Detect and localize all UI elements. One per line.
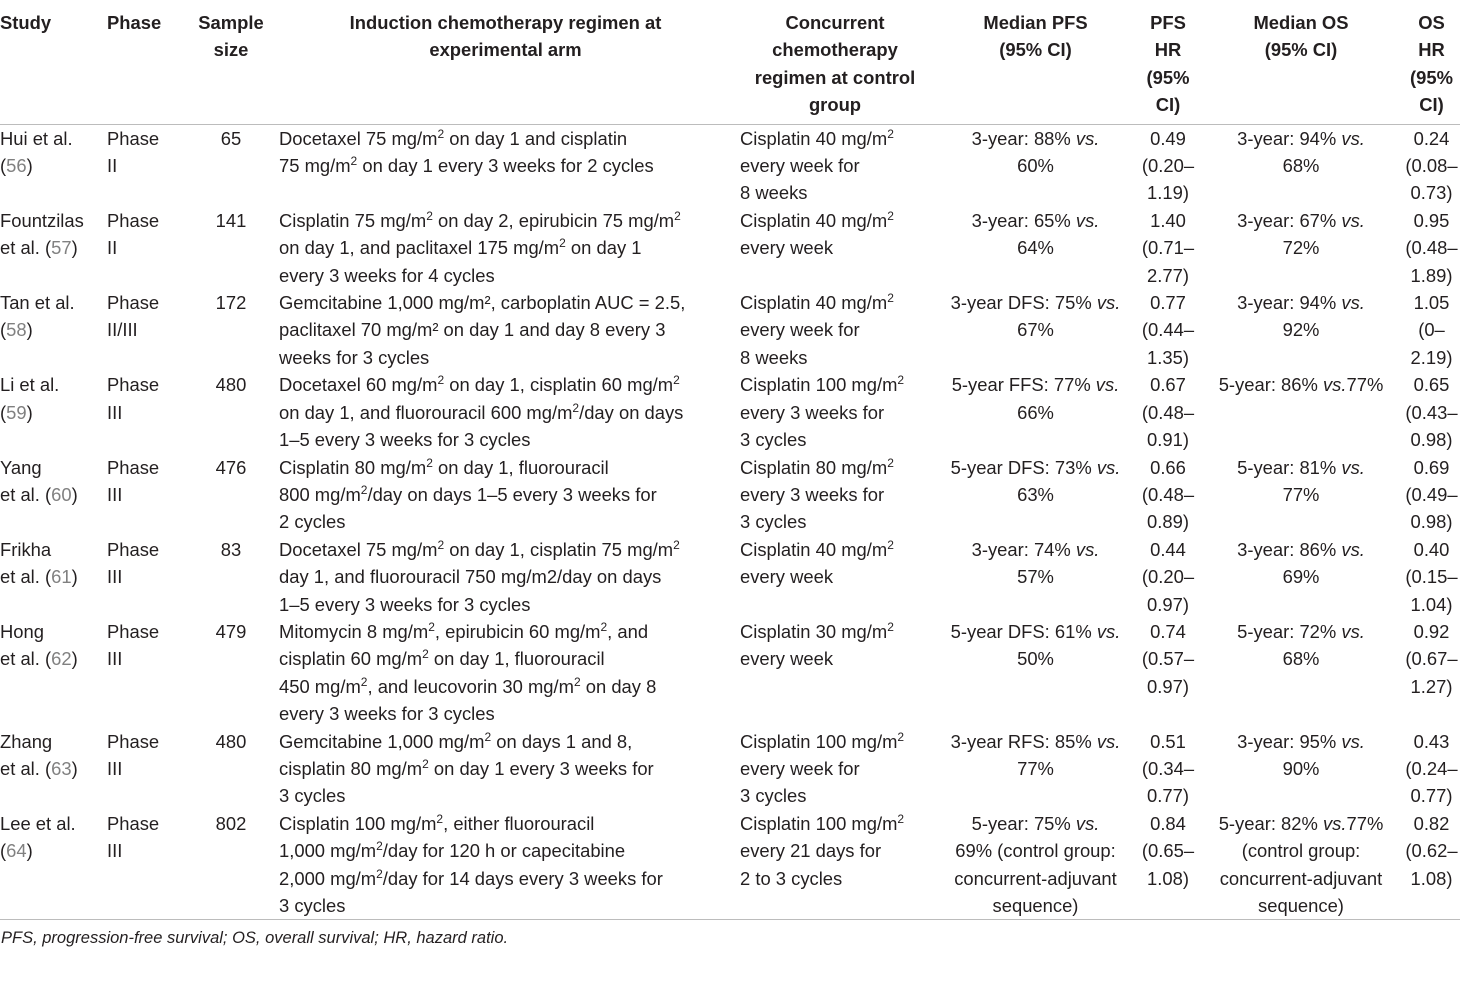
cell-phase: Phase III [107,810,187,920]
cell-pfs-hr: 1.40 (0.71– 2.77) [1141,209,1195,286]
cell-sample-size: 802 [187,810,275,920]
cell-phase: Phase III [107,730,160,779]
cell-phase: Phase III [107,374,160,423]
cell-concurrent-regimen: Cisplatin 30 $mg/m^2$ every week [740,619,894,670]
cell-study: Yang et al. (60) [0,456,78,505]
cell-median-os: 3-year: 94% vs. 92% [1237,292,1365,341]
cell-median-pfs: 3-year: 74% vs. 57% [971,538,1100,588]
cell-sample-size: 83 [220,538,242,560]
cell-sample-size: 476 [215,456,247,478]
cell-phase: Phase III [107,456,160,505]
cell-os-hr: 0.92 (0.67– 1.27) [1405,620,1458,697]
cell-median-os: 5-year: 82% vs.77% (control group: concurrent-adjuvant sequence) [1199,810,1403,920]
cell-os-hr: 0.82 (0.62– 1.08) [1403,810,1460,920]
cell-phase: Phase II [107,209,160,259]
cell-induction-regimen: Cisplatin 75 $mg/m^2$ on day 2, epirubicin 75 $mg/m^2$ on day 1, and paclitaxel 175 $mg/m^2$ on day 1 every 3 weeks for 4 cycles [279,208,681,286]
cell-concurrent-regimen: Cisplatin 40 $mg/m^2$ every week for 8 weeks [740,291,894,368]
cell-sample-size: 65 [220,127,242,149]
cell-pfs-hr: 0.74 (0.57– 0.97) [1141,620,1195,697]
cell-os-hr: 0.65 (0.43– 0.98) [1405,374,1458,451]
cell-pfs-hr: 0.67 (0.48– 0.91) [1141,374,1195,451]
cell-study: Hui et al. (56) [0,127,73,177]
cell-study: Li et al. (59) [0,374,60,423]
cell-study: Hong et al. (62) [0,620,78,670]
cell-study: Frikha et al. (61) [0,538,78,588]
cell-median-pfs: 5-year: 75% vs. 69% (control group: concurrent-adjuvant sequence) [934,810,1137,920]
cell-median-pfs: 3-year RFS: 85% vs. 77% [950,730,1121,779]
table-row [0,124,1460,207]
cell-induction-regimen: Cisplatin 100 $mg/m^2$, either fluorouracil 1,000 $mg/m^2$/day for 120 h or capecitabine 2,000 $mg/m^2$/day for 14 days every 3 weeks for 3 cycles [275,810,736,920]
header-phase: Phase [107,0,187,124]
cell-study: Zhang et al. (63) [0,730,78,779]
table-row [0,536,1460,618]
cell-phase: Phase III [107,538,160,588]
cell-concurrent-regimen: Cisplatin 40 $mg/m^2$ every week for 8 weeks [740,126,894,204]
cell-os-hr: 0.69 (0.49– 0.98) [1405,456,1458,533]
cell-median-pfs: 3-year: 65% vs. 64% [971,209,1100,259]
cell-induction-regimen: Gemcitabine 1,000 $mg/m^2$ on days 1 and 8, cisplatin 80 $mg/m^2$ on day 1 every 3 weeks for 3 cycles [279,729,654,807]
header-os: Median OS (95% CI) [1199,0,1403,124]
cell-pfs-hr: 0.77 (0.44– 1.35) [1141,292,1195,368]
cell-sample-size: 141 [215,209,247,231]
cell-study: Tan et al. (58) [0,292,75,341]
cell-median-os: 5-year: 86% vs.77% [1218,374,1384,396]
cell-phase: Phase III [107,620,160,670]
cell-median-pfs: 3-year: 88% vs. 60% [971,127,1100,177]
cell-median-pfs: 5-year DFS: 73% vs. 63% [950,456,1121,505]
cell-median-pfs: 5-year FFS: 77% vs. 66% [951,374,1120,423]
cell-study: Fountzilas et al. (57) [0,209,84,259]
cell-study: Lee et al. (64) [0,810,107,920]
cell-os-hr: 0.43 (0.24– 0.77) [1405,730,1458,807]
cell-sample-size: 480 [215,374,247,396]
cell-median-os: 5-year: 81% vs. 77% [1237,456,1365,505]
cell-os-hr: 0.40 (0.15– 1.04) [1405,538,1458,615]
cell-pfs-hr: 0.44 (0.20– 0.97) [1141,538,1195,615]
cell-pfs-hr: 0.84 (0.65– 1.08) [1137,810,1199,920]
cell-median-os: 3-year: 86% vs. 69% [1237,538,1365,588]
table-row [0,728,1460,810]
cell-median-pfs: 3-year DFS: 75% vs. 67% [950,292,1121,341]
cell-os-hr: 0.24 (0.08– 0.73) [1405,127,1458,204]
header-concurrent: Concurrent chemotherapy regimen at control group [736,0,934,124]
header-induction: Induction chemotherapy regimen at experimental arm [275,0,736,124]
cell-median-pfs: 5-year DFS: 61% vs. 50% [950,620,1121,670]
cell-induction-regimen: Docetaxel 60 $mg/m^2$ on day 1, cisplatin 60 $mg/m^2$ on day 1, and fluorouracil 600 $mg/m^2$/day on days 1–5 every 3 weeks for 3 cycles [279,373,684,451]
cell-concurrent-regimen: Cisplatin 40 $mg/m^2$ every week [740,537,894,588]
cell-median-os: 3-year: 94% vs. 68% [1237,127,1365,177]
table-row [0,371,1460,453]
table-row [0,289,1460,371]
header-pfs: Median PFS (95% CI) [934,0,1137,124]
cell-pfs-hr: 0.66 (0.48– 0.89) [1141,456,1195,533]
footnote: PFS, progression-free survival; OS, overall survival; HR, hazard ratio. [1,929,509,948]
cell-induction-regimen: Docetaxel 75 $mg/m^2$ on day 1 and cisplatin 75 $mg/m^2$ on day 1 every 3 weeks for 2 cycles [279,126,654,177]
cell-phase: Phase II/III [107,292,160,341]
cell-pfs-hr: 0.49 (0.20– 1.19) [1141,127,1195,204]
cell-concurrent-regimen: Cisplatin 80 $mg/m^2$ every 3 weeks for 3 cycles [740,455,894,533]
cell-sample-size: 479 [215,620,247,642]
cell-induction-regimen: Mitomycin 8 $mg/m^2$, epirubicin 60 $mg/m^2$, and cisplatin 60 $mg/m^2$ on day 1, fluorouracil 450 $mg/m^2$, and leucovorin 30 $mg/m^2$ on day 8 every 3 weeks for 3 cycles [279,619,657,725]
cell-sample-size: 172 [215,292,247,314]
cell-phase: Phase II [107,127,160,177]
cell-concurrent-regimen: Cisplatin 100 $mg/m^2$ every 3 weeks for 3 cycles [740,373,905,451]
header-row [0,0,1460,124]
cell-os-hr: 0.95 (0.48– 1.89) [1405,209,1458,286]
header-pfs-hr: PFS HR (95% CI) [1137,0,1199,124]
table-row [0,810,1460,920]
header-sample: Sample size [187,0,275,124]
cell-concurrent-regimen: Cisplatin 100 $mg/m^2$ every 21 days for 2 to 3 cycles [736,810,934,920]
cell-median-os: 3-year: 67% vs. 72% [1237,209,1365,259]
cell-concurrent-regimen: Cisplatin 100 $mg/m^2$ every week for 3 cycles [740,729,905,807]
cell-induction-regimen: Gemcitabine 1,000 mg/m², carboplatin AUC = 2.5, paclitaxel 70 mg/m² on day 1 and day 8 every 3 weeks for 3 cycles [279,292,686,368]
cell-median-os: 3-year: 95% vs. 90% [1237,730,1365,779]
header-study: Study [0,0,107,124]
cell-concurrent-regimen: Cisplatin 40 $mg/m^2$ every week [740,208,894,259]
table-row [0,618,1460,728]
table-row [0,207,1460,289]
table-row [0,454,1460,536]
cell-pfs-hr: 0.51 (0.34– 0.77) [1141,730,1195,807]
cell-induction-regimen: Cisplatin 80 $mg/m^2$ on day 1, fluorouracil 800 $mg/m^2$/day on days 1–5 every 3 weeks for 2 cycles [279,455,657,533]
cell-median-os: 5-year: 72% vs. 68% [1237,620,1365,670]
header-os-hr: OS HR (95% CI) [1403,0,1460,124]
cell-sample-size: 480 [215,730,247,752]
cell-os-hr: 1.05 (0– 2.19) [1410,292,1453,368]
cell-induction-regimen: Docetaxel 75 $mg/m^2$ on day 1, cisplatin 75 $mg/m^2$ day 1, and fluorouracil 750 mg/m2/day on days 1–5 every 3 weeks for 3 cycles [279,537,680,615]
